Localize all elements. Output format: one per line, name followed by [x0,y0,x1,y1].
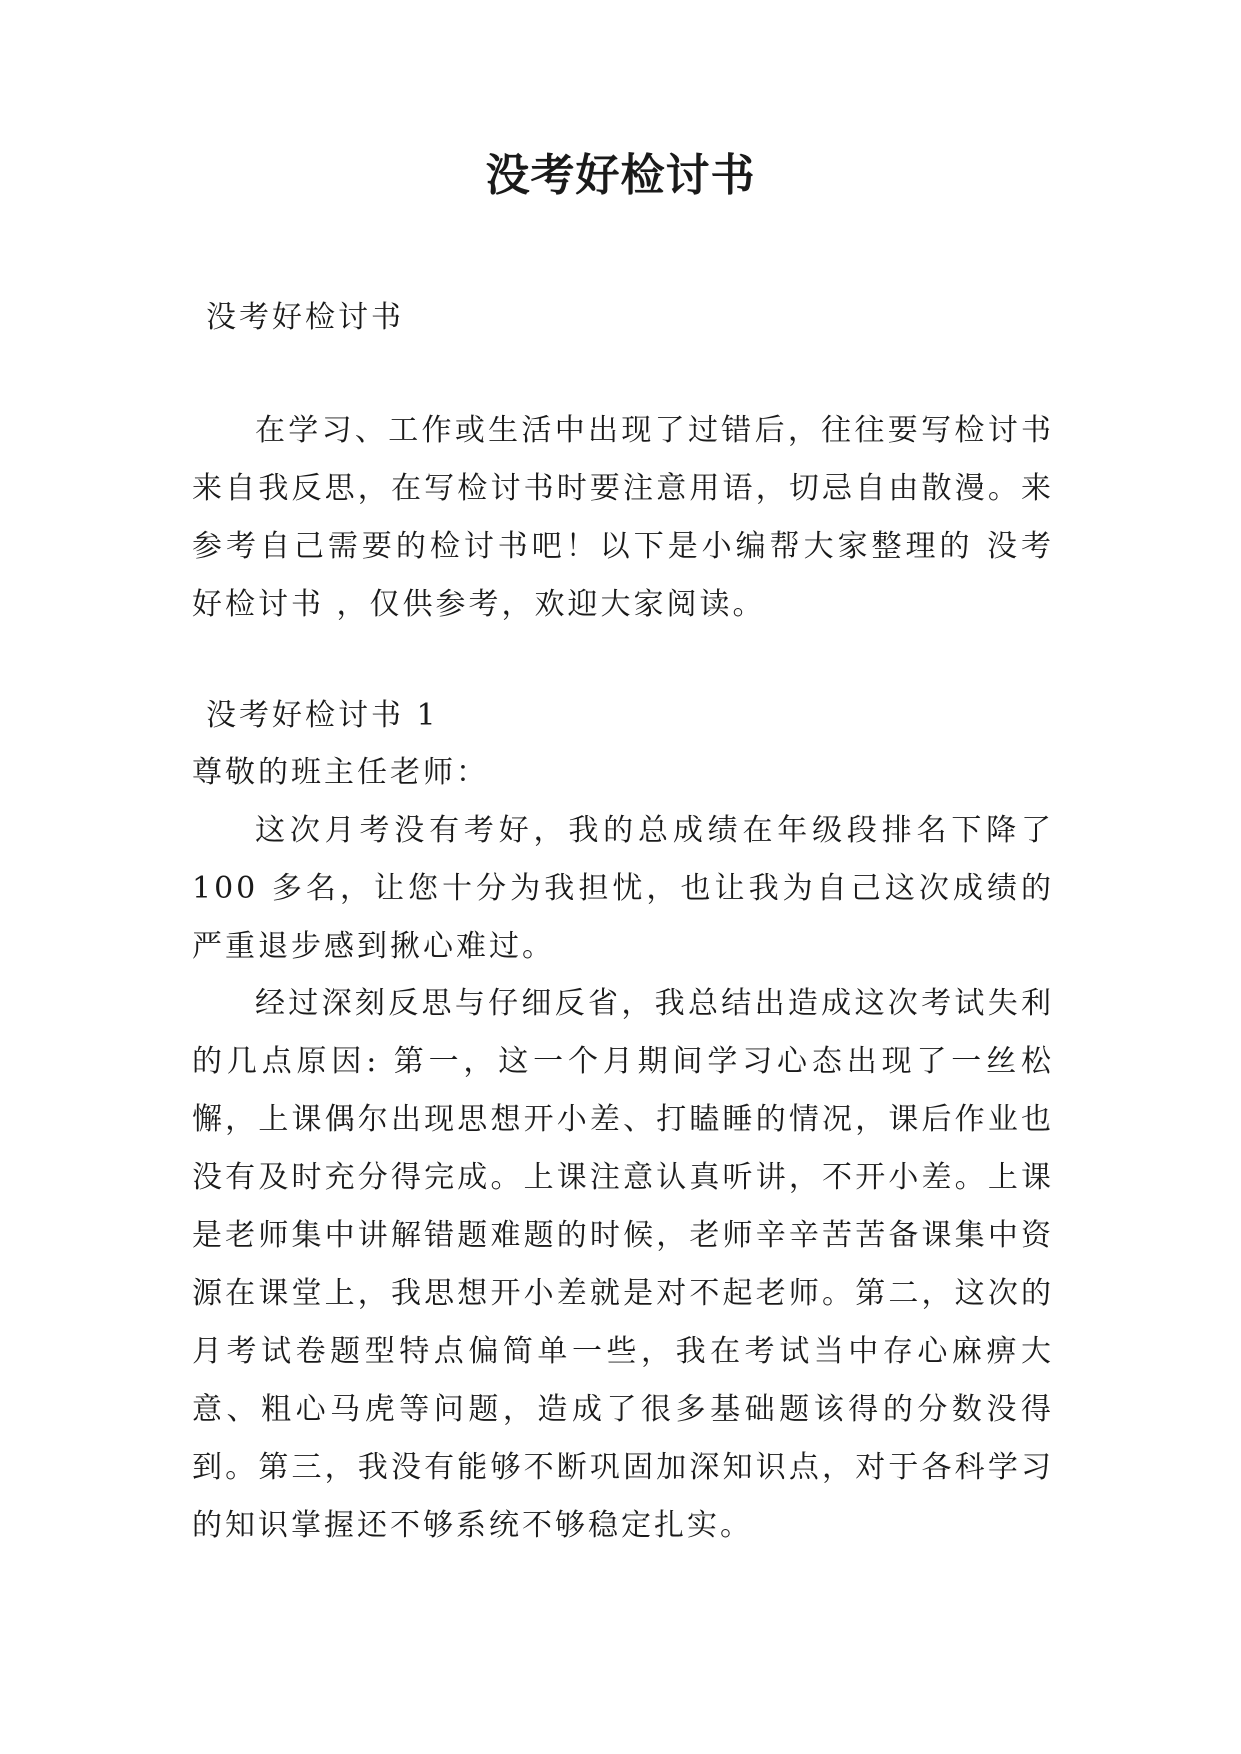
body-paragraph-1: 这次月考没有考好，我的总成绩在年级段排名下降了100 多名，让您十分为我担忧，也让我为自己这次成绩的严重退步感到揪心难过。 [192,813,1054,964]
salutation: 尊敬的班主任老师： [192,755,489,790]
intro-paragraph: 在学习、工作或生活中出现了过错后，往往要写检讨书来自我反思，在写检讨书时要注意用语，切忌自由散漫。来参考自己需要的检讨书吧！以下是小编帮大家整理的 没考好检讨书 ，仅供参考，欢迎大家阅读。 [192,413,1054,622]
document-subtitle: 没考好检讨书 [206,300,404,335]
document-title: 没考好检讨书 [485,150,756,201]
section-heading: 没考好检讨书 1 [206,698,439,733]
body-paragraph-2: 经过深刻反思与仔细反省，我总结出造成这次考试失利的几点原因: 第一，这一个月期间学习心态出现了一丝松懈，上课偶尔出现思想开小差、打瞌睡的情况，课后作业也没有及时充分得完成。上课注意认真听讲，不开小差。上课是老师集中讲解错题难题的时候，老师辛辛苦苦备课集中资源在课堂上，我思想开小差就是对不起老师。第二，这次的月考试卷题型特点偏简单一些，我在考试当中存心麻痹大意、粗心马虎等问题，造成了很多基础题该得的分数没得到。第三，我没有能够不断巩固加深知识点，对于各科学习的知识掌握还不够系统不够稳定扎实。 [192,986,1054,1543]
